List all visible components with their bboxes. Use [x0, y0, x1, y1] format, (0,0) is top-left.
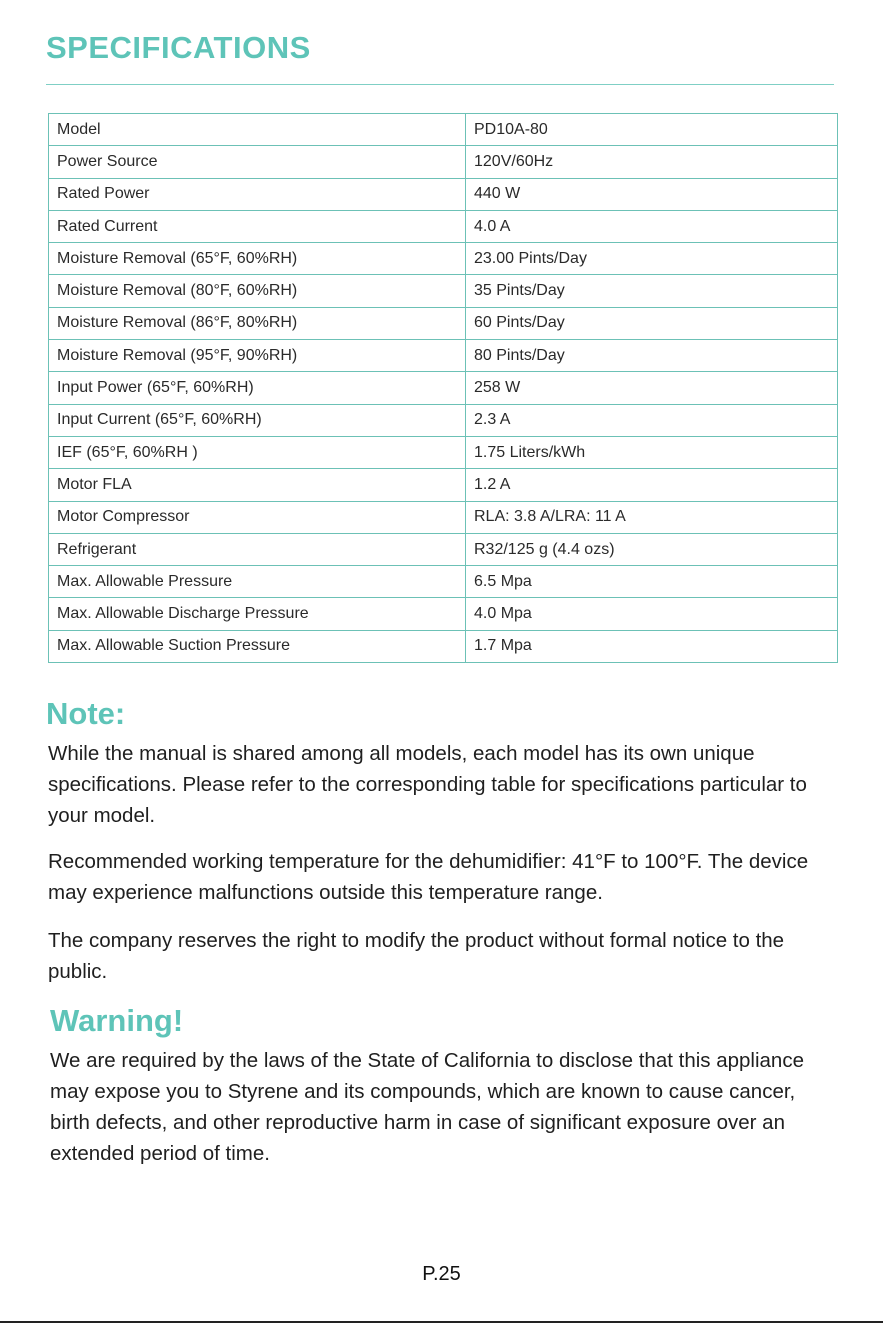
bottom-divider	[0, 1321, 883, 1323]
table-row	[49, 404, 838, 436]
spec-value: RLA: 3.8 A/LRA: 11 A	[466, 501, 838, 533]
spec-value: 1.2 A	[466, 469, 838, 501]
spec-label: Rated Power	[49, 178, 466, 210]
spec-label: Motor Compressor	[49, 501, 466, 533]
spec-value: R32/125 g (4.4 ozs)	[466, 533, 838, 565]
spec-label: Max. Allowable Pressure	[49, 566, 466, 598]
title-divider	[46, 84, 834, 85]
note-paragraph-temperature: Recommended working temperature for the dehumidifier: 41°F to 100°F. The device may experience malfunctions outside this temperature range.	[48, 850, 809, 904]
spec-label: Moisture Removal (86°F, 80%RH)	[49, 307, 466, 339]
spec-label: Max. Allowable Suction Pressure	[49, 630, 466, 662]
specifications-table	[48, 113, 838, 663]
spec-label: Refrigerant	[49, 533, 466, 565]
table-row	[49, 210, 838, 242]
note-paragraph-models: While the manual is shared among all models, each model has its own unique specifications. Please refer to the corresponding table for specifications particular to your model.	[48, 742, 807, 827]
table-row	[49, 178, 838, 210]
table-row	[49, 598, 838, 630]
spec-label: Motor FLA	[49, 469, 466, 501]
table-row	[49, 533, 838, 565]
spec-label: Moisture Removal (65°F, 60%RH)	[49, 243, 466, 275]
spec-value: 4.0 Mpa	[466, 598, 838, 630]
spec-label: Moisture Removal (80°F, 60%RH)	[49, 275, 466, 307]
spec-value: 6.5 Mpa	[466, 566, 838, 598]
page-title: SPECIFICATIONS	[46, 30, 311, 65]
spec-label: Input Current (65°F, 60%RH)	[49, 404, 466, 436]
table-row	[49, 469, 838, 501]
note-heading: Note:	[46, 696, 126, 731]
spec-value: 1.75 Liters/kWh	[466, 436, 838, 468]
page-number: P.25	[422, 1263, 461, 1285]
spec-value: 258 W	[466, 372, 838, 404]
table-row	[49, 275, 838, 307]
warning-heading: Warning!	[50, 1003, 184, 1038]
table-row	[49, 436, 838, 468]
table-row	[49, 114, 838, 146]
spec-label: Moisture Removal (95°F, 90%RH)	[49, 340, 466, 372]
spec-label: Max. Allowable Discharge Pressure	[49, 598, 466, 630]
table-row	[49, 566, 838, 598]
warning-paragraph: We are required by the laws of the State of California to disclose that this appliance may expose you to Styrene and its compounds, which are known to cause cancer, birth defects, and other reproductive harm in case of significant exposure over an extended period of time.	[50, 1049, 804, 1165]
spec-label: Model	[49, 114, 466, 146]
note-paragraph-modification: The company reserves the right to modify the product without formal notice to the public.	[48, 929, 785, 983]
spec-value: 35 Pints/Day	[466, 275, 838, 307]
spec-value: 80 Pints/Day	[466, 340, 838, 372]
spec-value: PD10A-80	[466, 114, 838, 146]
spec-value: 23.00 Pints/Day	[466, 243, 838, 275]
spec-value: 440 W	[466, 178, 838, 210]
spec-value: 2.3 A	[466, 404, 838, 436]
spec-value: 1.7 Mpa	[466, 630, 838, 662]
spec-label: Power Source	[49, 146, 466, 178]
table-row	[49, 501, 838, 533]
table-row	[49, 630, 838, 662]
spec-value: 4.0 A	[466, 210, 838, 242]
table-row	[49, 307, 838, 339]
table-row	[49, 146, 838, 178]
spec-label: Input Power (65°F, 60%RH)	[49, 372, 466, 404]
spec-value: 120V/60Hz	[466, 146, 838, 178]
table-row	[49, 340, 838, 372]
spec-value: 60 Pints/Day	[466, 307, 838, 339]
spec-label: IEF (65°F, 60%RH )	[49, 436, 466, 468]
table-row	[49, 243, 838, 275]
spec-label: Rated Current	[49, 210, 466, 242]
table-row	[49, 372, 838, 404]
